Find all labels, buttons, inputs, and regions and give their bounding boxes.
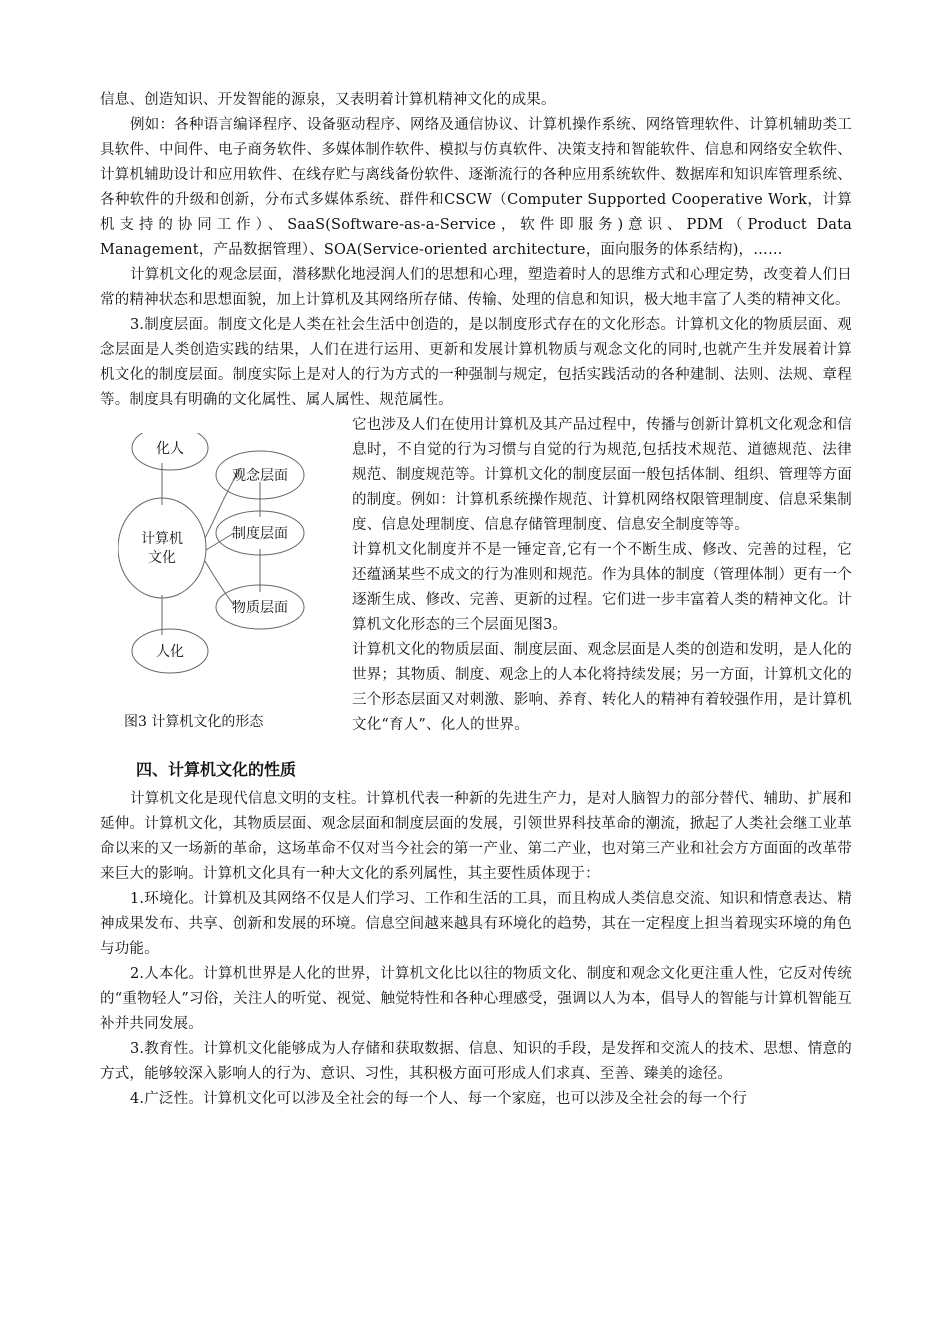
paragraph: 2.人本化。计算机世界是人化的世界，计算机文化比以往的物质文化、制度和观念文化更注重人性，它反对传统的“重物轻人”习俗，关注人的听觉、视觉、触觉特性和各种心理感受，强调以人为本，倡导人的智能与计算机智能互补并共同发展。 bbox=[100, 966, 852, 1032]
paragraph: 计算机文化是现代信息文明的支柱。计算机代表一种新的先进生产力，是对人脑智力的部分替代、辅助、扩展和延伸。计算机文化，其物质层面、观念层面和制度层面的发展，引领世界科技革命的潮流，掀起了人类社会继工业革命以来的又一场新的革命，这场革命不仅对当今社会的第一产业、第二产业，也对第三产业和社会方方面面的改革带来巨大的影响。计算机文化具有一种大文化的系列属性，其主要性质体现于： bbox=[100, 791, 852, 882]
paragraph: 信息、创造知识、开发智能的源泉，又表明着计算机精神文化的成果。 bbox=[100, 92, 556, 108]
figure-caption: 图3 计算机文化的形态 bbox=[124, 714, 264, 730]
paragraph: 计算机文化制度并不是一锤定音,它有一个不断生成、修改、完善的过程，它还蕴涵某些不成文的行为准则和规范。作为具体的制度（管理体制）更有一个逐渐生成、修改、完善、更新的过程。它们进一步丰富着人类的精神文化。计算机文化形态的三个层面见图3。 bbox=[352, 542, 852, 633]
diagram bbox=[118, 433, 328, 703]
document-page bbox=[100, 88, 852, 1112]
node-label: 计算机 bbox=[141, 531, 183, 547]
figure-computer-culture-forms bbox=[100, 413, 340, 739]
paragraph: 例如：各种语言编译程序、设备驱动程序、网络及通信协议、计算机操作系统、网络管理软件、计算机辅助类工具软件、中间件、电子商务软件、多媒体制作软件、模拟与仿真软件、决策支持和智能软件、信息和网络安全软件、计算机辅助设计和应用软件、在线存贮与离线备份软件、逐渐流行的各种应用系统软件、数据库和知识库管理系统、各种软件的升级和创新，分布式多媒体系统、群件和CSCW（Computer Supported Cooperative Work，计算机支持的协同工作）、SaaS(Software-as-a-Service，软件即服务)意识、PDM（Product Data Management，产品数据管理）、SOA(Service-oriented architecture，面向服务的体系结构)，…… bbox=[100, 117, 852, 258]
node-label: 化人 bbox=[156, 441, 184, 457]
paragraph: 它也涉及人们在使用计算机及其产品过程中，传播与创新计算机文化观念和信息时，不自觉的行为习惯与自觉的行为规范,包括技术规范、道德规范、法律规范、制度规范等。计算机文化的制度层面一般包括体制、组织、管理等方面的制度。例如：计算机系统操作规范、计算机网络权限管理制度、信息采集制度、信息处理制度、信息存储管理制度、信息安全制度等等。 bbox=[352, 417, 852, 533]
node-label: 制度层面 bbox=[232, 526, 288, 542]
node-computer-culture bbox=[118, 498, 206, 598]
paragraph: 计算机文化的物质层面、制度层面、观念层面是人类的创造和发明，是人化的世界；其物质、制度、观念上的人本化将持续发展；另一方面，计算机文化的三个形态层面又对刺激、影响、养育、转化人的精神有着较强作用，是计算机文化“育人”、化人的世界。 bbox=[352, 642, 852, 733]
node-label: 文化 bbox=[148, 550, 176, 566]
paragraph: 1.环境化。计算机及其网络不仅是人们学习、工作和生活的工具，而且构成人类信息交流、知识和情意表达、精神成果发布、共享、创新和发展的环境。信息空间越来越具有环境化的趋势，其在一定程度上担当着现实环境的角色与功能。 bbox=[100, 891, 852, 957]
node-label: 观念层面 bbox=[232, 468, 288, 484]
connector bbox=[206, 533, 234, 550]
section-heading: 四、计算机文化的性质 bbox=[136, 760, 297, 779]
paragraph: 4.广泛性。计算机文化可以涉及全社会的每一个人、每一个家庭，也可以涉及全社会的每一个行 bbox=[130, 1091, 747, 1107]
paragraph: 计算机文化的观念层面，潜移默化地浸润人们的思想和心理，塑造着时人的思维方式和心理定势，改变着人们日常的精神状态和思想面貌，加上计算机及其网络所存储、传输、处理的信息和知识，极大地丰富了人类的精神文化。 bbox=[100, 267, 852, 308]
paragraph: 3.教育性。计算机文化能够成为人存储和获取数据、信息、知识的手段，是发挥和交流人的技术、思想、情意的方式，能够较深入影响人的行为、意识、习性，其积极方面可形成人们求真、至善、臻美的途径。 bbox=[100, 1041, 852, 1082]
paragraph: 3.制度层面。制度文化是人类在社会生活中创造的，是以制度形式存在的文化形态。计算机文化的物质层面、观念层面是人类创造实践的结果，人们在进行运用、更新和发展计算机物质与观念文化的同时,也就产生并发展着计算机文化的制度层面。制度实际上是对人的行为方式的一种强制与规定，包括实践活动的各种建制、法则、法规、章程等。制度具有明确的文化属性、属人属性、规范属性。 bbox=[100, 317, 852, 408]
node-label: 人化 bbox=[156, 644, 184, 660]
node-label: 物质层面 bbox=[232, 600, 288, 616]
